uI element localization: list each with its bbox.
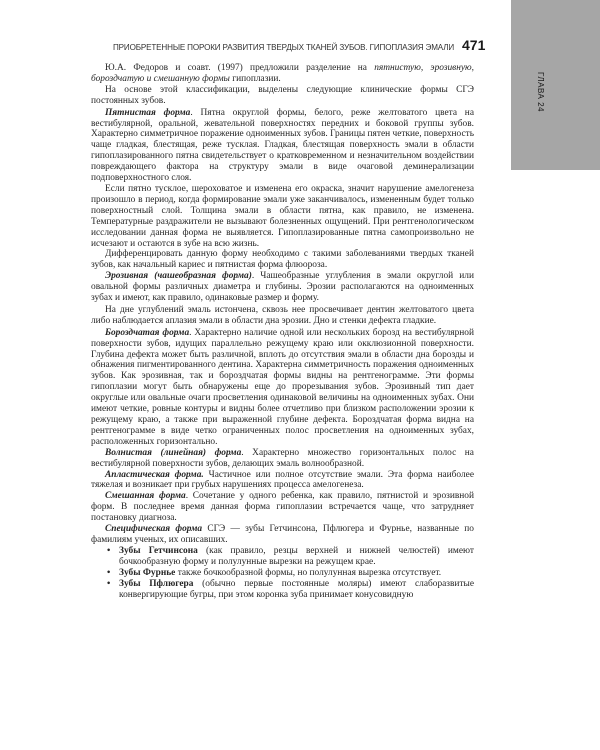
- page-body: [91, 63, 474, 600]
- wavy-form-paragraph: Волнистая (линейная) форма. Характерно множество горизонтальных полос на вестибулярной поверхности зубов, делающих эмаль волнообразной.: [91, 447, 474, 469]
- list-item: • Зубы Фурнье также бочкообразной формы, но полулунная вырезка отсутствует.: [107, 567, 442, 578]
- specific-form-paragraph: Специфическая форма СГЭ — зубы Гетчинсона, Пфлюгера и Фурнье, названные по фамилиям ученых, их описавших.: [91, 524, 474, 545]
- bullet-icon: •: [107, 545, 111, 556]
- page-number: 471: [462, 37, 486, 53]
- running-title: ПРИОБРЕТЕННЫЕ ПОРОКИ РАЗВИТИЯ ТВЕРДЫХ ТКАНЕЙ ЗУБОВ. ГИПОПЛАЗИЯ ЭМАЛИ: [113, 43, 455, 52]
- aplastic-form-term: Апластическая форма.: [105, 469, 204, 480]
- list-item: • Зубы Гетчинсона (как правило, резцы верхней и нижней челюстей) имеют бочкообразную форму и полулунные вырезки на режущем крае.: [107, 545, 474, 567]
- erosion-floor-paragraph: На дне углублений эмаль истончена, сквозь нее просвечивает дентин желтоватого цвета либо наблюдается аплазия эмали в области дна эрозии. Дно и стенки дефекта гладкие.: [91, 304, 474, 326]
- bullet-icon: •: [107, 578, 111, 589]
- specific-form-term: Специфическая форма: [105, 524, 203, 535]
- mixed-form-term: Смешанная форма: [105, 491, 186, 502]
- list-item: • Зубы Пфлюгера (обычно первые постоянные моляры) имеют слаборазвитые конвергирующие бугры, при этом коронка зуба принимает конусовидную: [107, 578, 475, 600]
- teeth-list: [91, 546, 474, 601]
- chapter-tab: [511, 0, 600, 170]
- erosive-form-paragraph: Эрозивная (чашеобразная форма). Чашеобразные углубления в эмали округлой или овальной формы различных диаметра и глубины. Эрозии располагаются на одноименных зубах и имеют, как правило, одинаковые размер и форму.: [91, 271, 474, 304]
- chapter-label: ГЛАВА 24: [536, 72, 545, 112]
- furrowed-form-term: Бороздчатая форма: [105, 327, 190, 338]
- dull-spot-paragraph: Если пятно тусклое, шероховатое и изменена его окраска, значит нарушение амелогенеза произошло в период, когда формирование эмали уже заканчивалось, измененным будет только поверхностный слой. Толщина эмали в области пятна, как правило, не изменена. Температурные раздражители не вызывают болезненных ощущений. При рентгенологическом исследовании данная форма не выявляется. Гипоплазированные пятна самопроизвольно не исчезают и остаются в зубе на всю жизнь.: [91, 183, 474, 249]
- furrowed-form-paragraph: Бороздчатая форма. Характерно наличие одной или нескольких борозд на вестибулярной поверхности зубов, идущих параллельно режущему краю или окклюзионной поверхности. Глубина дефекта может быть различной, вплоть до отсутствия эмали в области дна борозды и обнажения пигментированного дентина. Характерна симметричность поражения одноименных зубов. Как эрозивная, так и бороздчатая формы видны на рентгенограмме. Эти формы гипоплазии могут быть обнаружены еще до прорезывания зубов. Эрозивный тип дает округлые или овальные очаги просветления одинаковой величины на одноименных зубах. Они имеют четкие, ровные контуры и видны более отчетливо при близком расположении эрозии к режущему краю, а также при выраженной глубине дефекта. Бороздчатая форма видна на рентгенограмме в виде четко ограниченных полос просветления на одноименных зубах, расположенных горизонтально.: [91, 327, 474, 447]
- spotted-form-paragraph: Пятнистая форма. Пятна округлой формы, белого, реже желтоватого цвета на вестибулярной, оральной, жевательной поверхностях передних и боковой группы зубов. Характерно симметричное поражение одноименных зубов. Границы пятен четкие, поверхность чаще гладкая, блестящая, реже тусклая. Гладкая, блестящая поверхность эмали в области гипоплазированного пятна свидетельствует о кратковременном и незначительном воздействии повреждающего фактора на структуру эмали в виде очаговой деминерализации подповерхностного слоя.: [91, 107, 474, 184]
- intro-paragraph: Ю.А. Федоров и соавт. (1997) предложили разделение на пятнистую, эрозивную, бороздчатую и смешанную формы гипоплазии.: [91, 63, 474, 84]
- wavy-form-term: Волнистая (линейная) форма: [105, 447, 242, 458]
- bullet-icon: •: [107, 567, 111, 578]
- differential-paragraph: Дифференцировать данную форму необходимо с такими заболеваниями твердых тканей зубов, как начальный кариес и пятнистая форма флюороза.: [91, 249, 474, 271]
- spotted-form-term: Пятнистая форма: [105, 107, 191, 118]
- mixed-form-paragraph: Смешанная форма. Сочетание у одного ребенка, как правило, пятнистой и эрозивной форм. В последнее время данная форма гипоплазии встречается чаще, что затрудняет постановку диагноза.: [91, 491, 475, 524]
- forms-list: пятнистую, эрозивную, бороздчатую и смешанную формы: [91, 63, 474, 84]
- erosive-form-term: Эрозивная (чашеобразная форма): [105, 271, 252, 282]
- classification-paragraph: На основе этой классификации, выделены следующие клинические формы СГЭ постоянных зубов.: [91, 84, 474, 106]
- aplastic-form-paragraph: Апластическая форма. Частичное или полное отсутствие эмали. Эта форма наиболее тяжелая и возникает при грубых нарушениях процесса амелогенеза.: [91, 469, 474, 491]
